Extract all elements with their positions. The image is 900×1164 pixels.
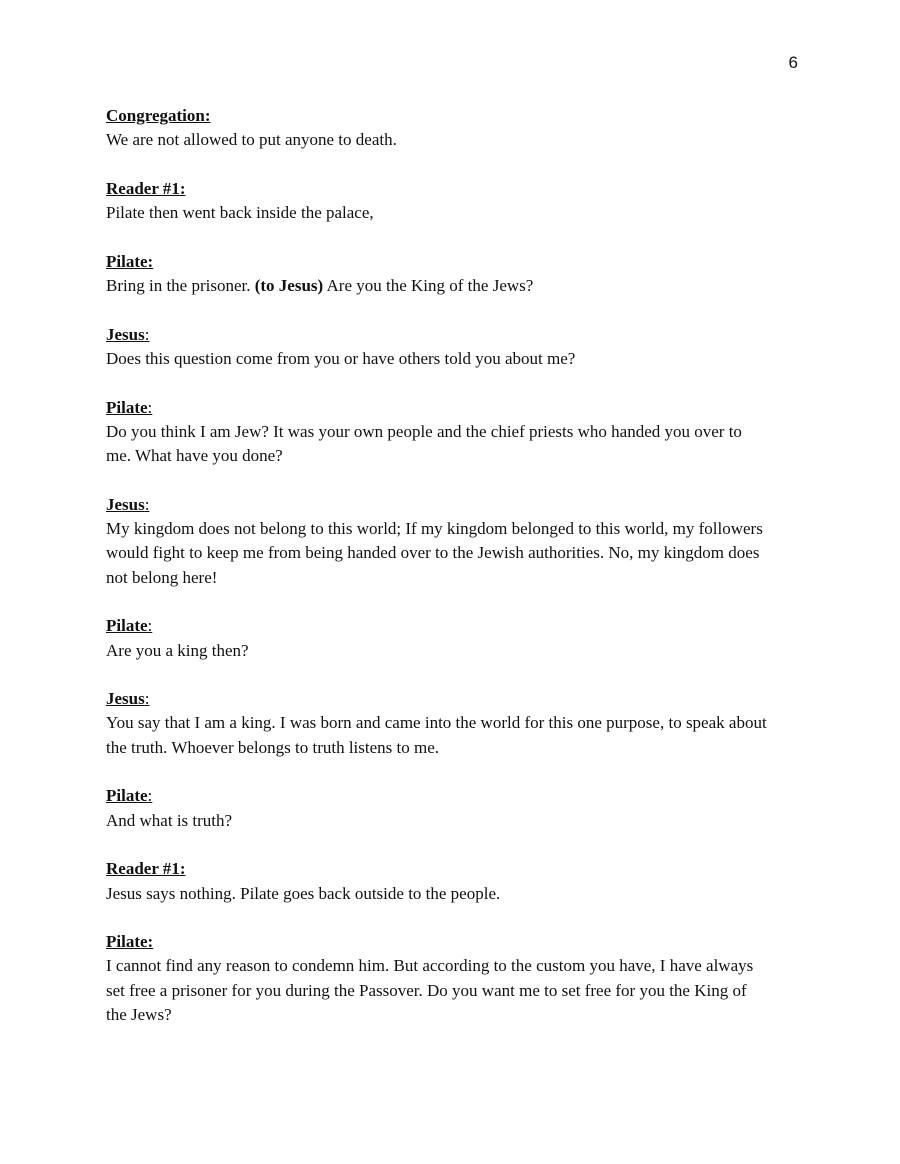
dialogue-line: Jesus says nothing. Pilate goes back outside to the people. — [106, 883, 501, 903]
dialogue-line — [106, 274, 806, 298]
dialogue-line: You say that I am a king. I was born and came into the world for this one purpose, to speak about — [106, 713, 767, 733]
speaker-label: Pilate: — [106, 786, 153, 806]
dialogue-line: Does this question come from you or have others told you about me? — [106, 348, 576, 368]
dialogue-line: the truth. Whoever belongs to truth listens to me. — [106, 737, 440, 757]
script-body — [106, 104, 806, 1052]
speaker-label: Pilate: — [106, 397, 153, 417]
speaker-label: Congregation: — [106, 106, 211, 125]
dialogue-line: And what is truth? — [106, 810, 233, 830]
speaker-label: Pilate: — [106, 251, 154, 271]
dialogue-line: I cannot find any reason to condemn him. But according to the custom you have, I have always — [106, 956, 754, 976]
dialogue-entry — [106, 687, 806, 760]
dialogue-entry — [106, 250, 806, 299]
speaker-label: Reader #1: — [106, 859, 186, 879]
dialogue-entry — [106, 104, 806, 153]
page-number: 6 — [788, 53, 798, 72]
dialogue-entry — [106, 614, 806, 663]
dialogue-entry — [106, 323, 806, 372]
dialogue-entry — [106, 396, 806, 469]
dialogue-entry — [106, 930, 806, 1027]
dialogue-line: Pilate then went back inside the palace, — [106, 203, 374, 223]
dialogue-text: Bring in the prisoner. — [106, 276, 251, 296]
dialogue-text: Are you the King of the Jews? — [326, 276, 534, 296]
dialogue-entry — [106, 177, 806, 226]
dialogue-line: We are not allowed to put anyone to death. — [106, 130, 397, 150]
dialogue-entry — [106, 857, 806, 906]
speaker-label: Jesus: — [106, 689, 150, 709]
speaker-label: Pilate: — [106, 616, 153, 636]
dialogue-line: the Jews? — [106, 1004, 172, 1024]
dialogue-entry — [106, 493, 806, 590]
dialogue-line: would fight to keep me from being handed over to the Jewish authorities. No, my kingdom does — [106, 543, 760, 563]
speaker-label: Reader #1: — [106, 178, 186, 198]
dialogue-line: me. What have you done? — [106, 446, 283, 466]
dialogue-line: not belong here! — [106, 567, 218, 587]
dialogue-entry — [106, 784, 806, 833]
dialogue-line: My kingdom does not belong to this world; If my kingdom belonged to this world, my followers — [106, 519, 763, 539]
stage-direction: (to Jesus) — [254, 276, 324, 296]
dialogue-line: set free a prisoner for you during the Passover. Do you want me to set free for you the King of — [106, 980, 747, 1000]
speaker-label: Jesus: — [106, 494, 150, 514]
speaker-label: Pilate: — [106, 932, 154, 952]
dialogue-line: Do you think I am Jew? It was your own people and the chief priests who handed you over to — [106, 421, 742, 441]
dialogue-line: Are you a king then? — [106, 640, 249, 660]
speaker-label: Jesus: — [106, 324, 150, 344]
